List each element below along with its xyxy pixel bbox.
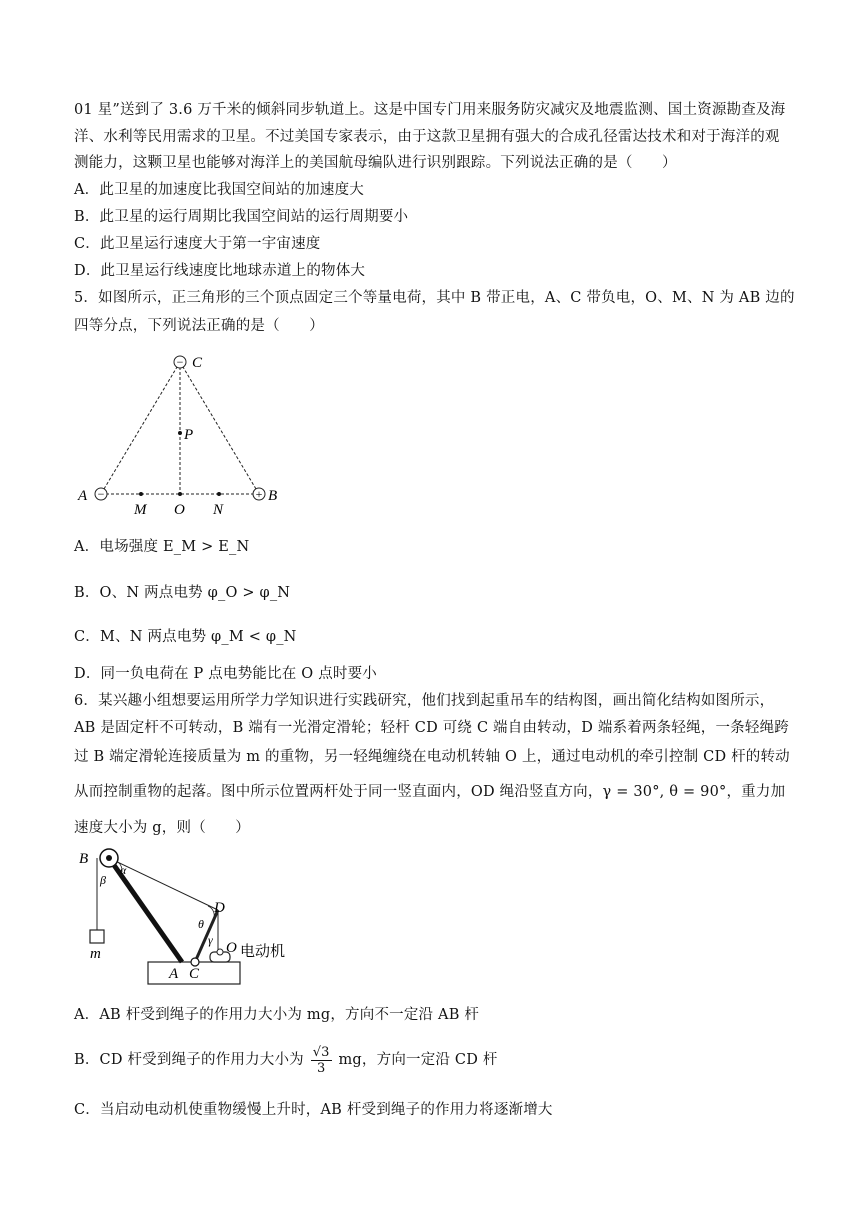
weight-m <box>90 930 104 943</box>
label-b: B <box>79 851 89 867</box>
label-n: N <box>213 502 224 518</box>
motor-shaft-o <box>217 949 223 955</box>
question-4-option-d: D．此卫星运行线速度比地球赤道上的物体大 <box>74 263 366 279</box>
question-4-stem-line-3: 测能力，这颗卫星也能够对海洋上的美国航母编队进行识别跟踪。下列说法正确的是（ ） <box>74 155 677 171</box>
label-c: C <box>189 966 200 982</box>
question-5-option-b: B．O、N 两点电势 φ_O > φ_N <box>74 585 291 601</box>
label-b: B <box>268 488 278 504</box>
label-a: A <box>169 966 179 982</box>
label-alpha: α <box>120 863 127 877</box>
question-5-option-c: C．M、N 两点电势 φ_M < φ_N <box>74 629 297 645</box>
point-n <box>217 492 221 496</box>
label-d: D <box>214 900 225 916</box>
charge-c-sign: − <box>176 355 184 369</box>
point-m <box>139 492 143 496</box>
question-4-stem-line-1: 01 星”送到了 3.6 万千米的倾斜同步轨道上。这是中国专门用来服务防灾减灾及地震监测、国土资源勘查及海 <box>74 102 786 118</box>
label-c: C <box>192 355 203 371</box>
question-5-stem-line-1: 5．如图所示，正三角形的三个顶点固定三个等量电荷，其中 B 带正电，A、C 带负电，O、M、N 为 AB 边的 <box>74 290 795 306</box>
question-6-option-a: A．AB 杆受到绳子的作用力大小为 mg，方向不一定沿 AB 杆 <box>74 1007 480 1023</box>
question-5-charge-triangle-diagram <box>74 348 294 518</box>
question-6-stem-line-3: 过 B 端定滑轮连接质量为 m 的重物，另一轻绳缠绕在电动机转轴 O 上，通过电动机的牵引控制 CD 杆的转动 <box>74 749 790 765</box>
label-o: O <box>174 502 185 518</box>
question-6-stem-line-4: 从而控制重物的起落。图中所示位置两杆处于同一竖直面内，OD 绳沿竖直方向，γ = 30°, θ = 90°，重力加 <box>74 784 786 800</box>
question-4-option-a: A．此卫星的加速度比我国空间站的加速度大 <box>74 182 364 198</box>
question-5-option-d: D．同一负电荷在 P 点电势能比在 O 点时要小 <box>74 666 378 682</box>
question-6-stem-line-2: AB 是固定杆不可转动，B 端有一光滑定滑轮；轻杆 CD 可绕 C 端自由转动，D 端系着两条轻绳，一条轻绳跨 <box>74 720 789 736</box>
pulley-axle <box>106 855 112 861</box>
label-gamma: γ <box>208 933 213 947</box>
label-o: O <box>226 940 237 956</box>
label-p: P <box>184 427 194 443</box>
question-4-option-b: B．此卫星的运行周期比我国空间站的运行周期要小 <box>74 209 409 225</box>
question-4-stem-line-2: 洋、水利等民用需求的卫星。不过美国专家表示，由于这款卫星拥有强大的合成孔径雷达技术和对于海洋的观 <box>74 129 780 145</box>
question-5-option-a: A．电场强度 E_M > E_N <box>74 539 250 555</box>
charge-a-sign: − <box>97 487 105 501</box>
label-beta: β <box>100 873 106 887</box>
fraction-numerator: √3 <box>312 1044 330 1060</box>
question-6-option-b <box>74 1043 498 1077</box>
question-5-stem-line-2: 四等分点，下列说法正确的是（ ） <box>74 318 324 334</box>
question-6-stem-line-5: 速度大小为 g，则（ ） <box>74 820 250 836</box>
label-theta: θ <box>198 917 204 931</box>
charge-b-sign: + <box>255 487 263 501</box>
point-o <box>178 492 182 496</box>
label-m: m <box>90 946 101 962</box>
side-ac <box>101 362 180 494</box>
option-b-suffix: mg，方向一定沿 CD 杆 <box>338 1052 498 1068</box>
option-b-prefix: B．CD 杆受到绳子的作用力大小为 <box>74 1052 304 1068</box>
hinge-c <box>191 958 199 966</box>
question-6-option-c: C．当启动电动机使重物缓慢上升时，AB 杆受到绳子的作用力将逐渐增大 <box>74 1102 553 1118</box>
question-4-option-c: C．此卫星运行速度大于第一宇宙速度 <box>74 236 321 252</box>
question-6-crane-diagram <box>74 844 304 990</box>
label-motor: 电动机 <box>240 944 286 960</box>
fraction-root3-over-3 <box>311 1045 332 1076</box>
label-a: A <box>78 488 88 504</box>
label-m: M <box>134 502 147 518</box>
point-p <box>178 431 182 435</box>
question-6-stem-line-1: 6．某兴趣小组想要运用所学力学知识进行实践研究，他们找到起重吊车的结构图，画出简化结构如图所示， <box>74 693 775 709</box>
fraction-denominator: 3 <box>316 1060 326 1076</box>
